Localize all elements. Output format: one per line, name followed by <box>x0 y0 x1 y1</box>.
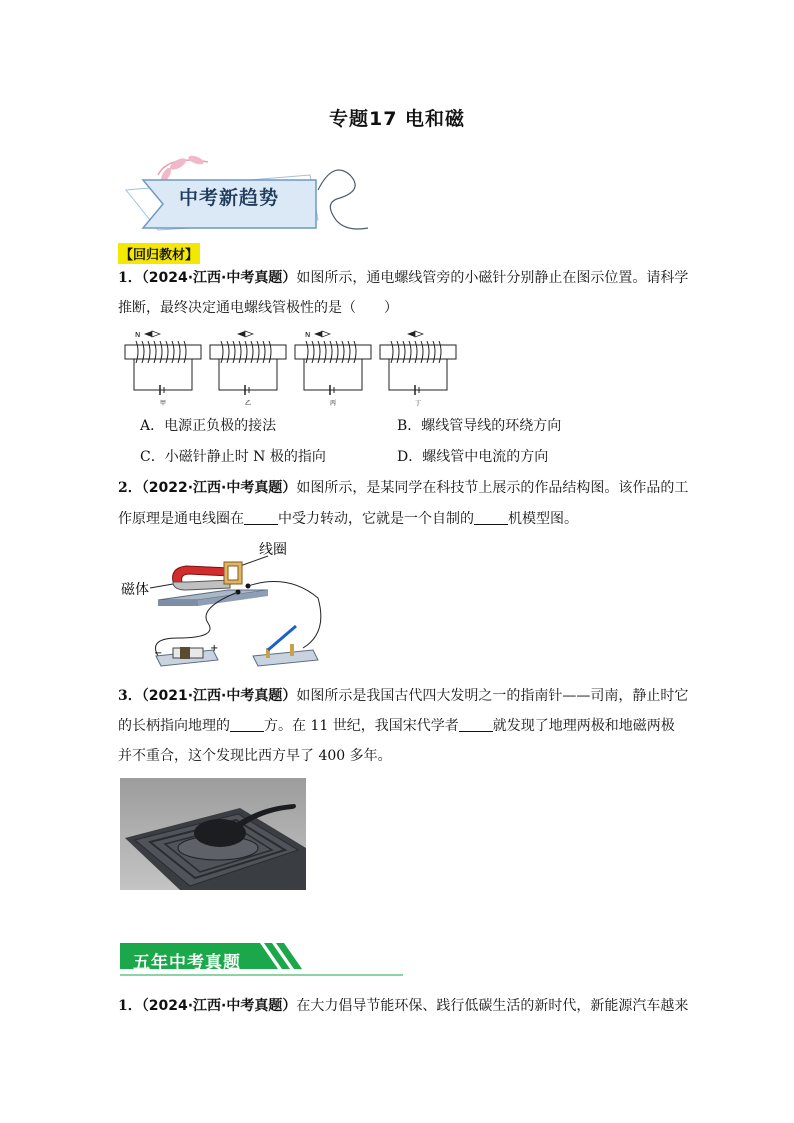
q2-text2c: 机模型图。 <box>508 511 578 527</box>
q3-blank-2[interactable] <box>459 717 493 732</box>
q1-option-b: B．螺线管导线的环绕方向 <box>397 418 562 434</box>
battery-minus-label: − <box>154 648 163 659</box>
q1-option-a: A．电源正负极的接法 <box>140 418 277 434</box>
solenoid-circuit <box>380 331 456 407</box>
q1-source: （2024·江西·中考真题） <box>141 270 297 286</box>
circuit-label: 丙 <box>330 400 337 407</box>
q4-number: 1． <box>118 998 142 1014</box>
circuit-label: 甲 <box>160 400 167 407</box>
q3-line2 <box>118 716 675 736</box>
five-year-title: 五年中考真题 <box>133 953 241 973</box>
q2-text1: 如图所示，是某同学在科技节上展示的作品结构图。该作品的工 <box>296 480 689 496</box>
q2-text2b: 中受力转动，它就是一个自制的 <box>278 511 474 527</box>
q3-text2b: 方。在 11 世纪，我国宋代学者 <box>264 718 459 734</box>
q3-blank-1[interactable] <box>230 717 264 732</box>
n-pole-label: N <box>305 331 311 339</box>
solenoid-circuit <box>295 331 371 407</box>
banner-title: 中考新趋势 <box>179 187 280 209</box>
q3-text1: 如图所示是我国古代四大发明之一的指南针——司南，静止时它 <box>296 688 689 704</box>
q2-line1 <box>118 478 688 498</box>
q2-motor-figure <box>118 538 323 668</box>
q1-option-c: C．小磁针静止时 N 极的指向 <box>140 449 326 465</box>
q3-text2a: 的长柄指向地理的 <box>118 718 230 734</box>
q2-source: （2022·江西·中考真题） <box>141 480 297 496</box>
q3-line1 <box>118 686 688 706</box>
q4-text1: 在大力倡导节能环保、践行低碳生活的新时代，新能源汽车越来 <box>296 998 689 1014</box>
q3-text3: 并不重合，这个发现比西方早了 400 多年。 <box>118 748 392 764</box>
q1-number: 1． <box>118 270 142 286</box>
magnet-label: 磁体 <box>121 582 149 598</box>
solenoid-circuit <box>210 331 286 407</box>
q1-line1 <box>118 268 688 288</box>
circuit-label: 乙 <box>245 400 252 407</box>
q3-number: 3． <box>118 688 142 704</box>
q2-blank-1[interactable] <box>244 510 278 525</box>
page-title: 专题17 电和磁 <box>328 108 466 130</box>
coil-label: 线圈 <box>259 542 287 558</box>
section-label: 【回归教材】 <box>118 243 200 264</box>
solenoid-circuit <box>125 331 201 407</box>
q1-solenoid-figure <box>122 327 467 407</box>
n-pole-label: N <box>135 331 141 339</box>
q4-line1 <box>118 996 688 1016</box>
q1-text2: 推断，最终决定通电螺线管极性的是（ ） <box>118 300 398 316</box>
q2-text2a: 作原理是通电线圈在 <box>118 511 244 527</box>
q2-line2 <box>118 509 578 529</box>
q2-number: 2． <box>118 480 142 496</box>
circuit-label: 丁 <box>415 400 422 407</box>
sinan-compass-photo <box>120 778 306 890</box>
q1-text1: 如图所示，通电螺线管旁的小磁针分别静止在图示位置。请科学 <box>296 270 689 286</box>
q1-option-d: D．螺线管中电流的方向 <box>397 449 549 465</box>
battery-plus-label: + <box>210 643 219 654</box>
q4-source: （2024·江西·中考真题） <box>141 998 297 1014</box>
q3-text2c: 就发现了地理两极和地磁两极 <box>492 718 675 734</box>
q2-blank-2[interactable] <box>474 510 508 525</box>
q3-source: （2021·江西·中考真题） <box>141 688 297 704</box>
